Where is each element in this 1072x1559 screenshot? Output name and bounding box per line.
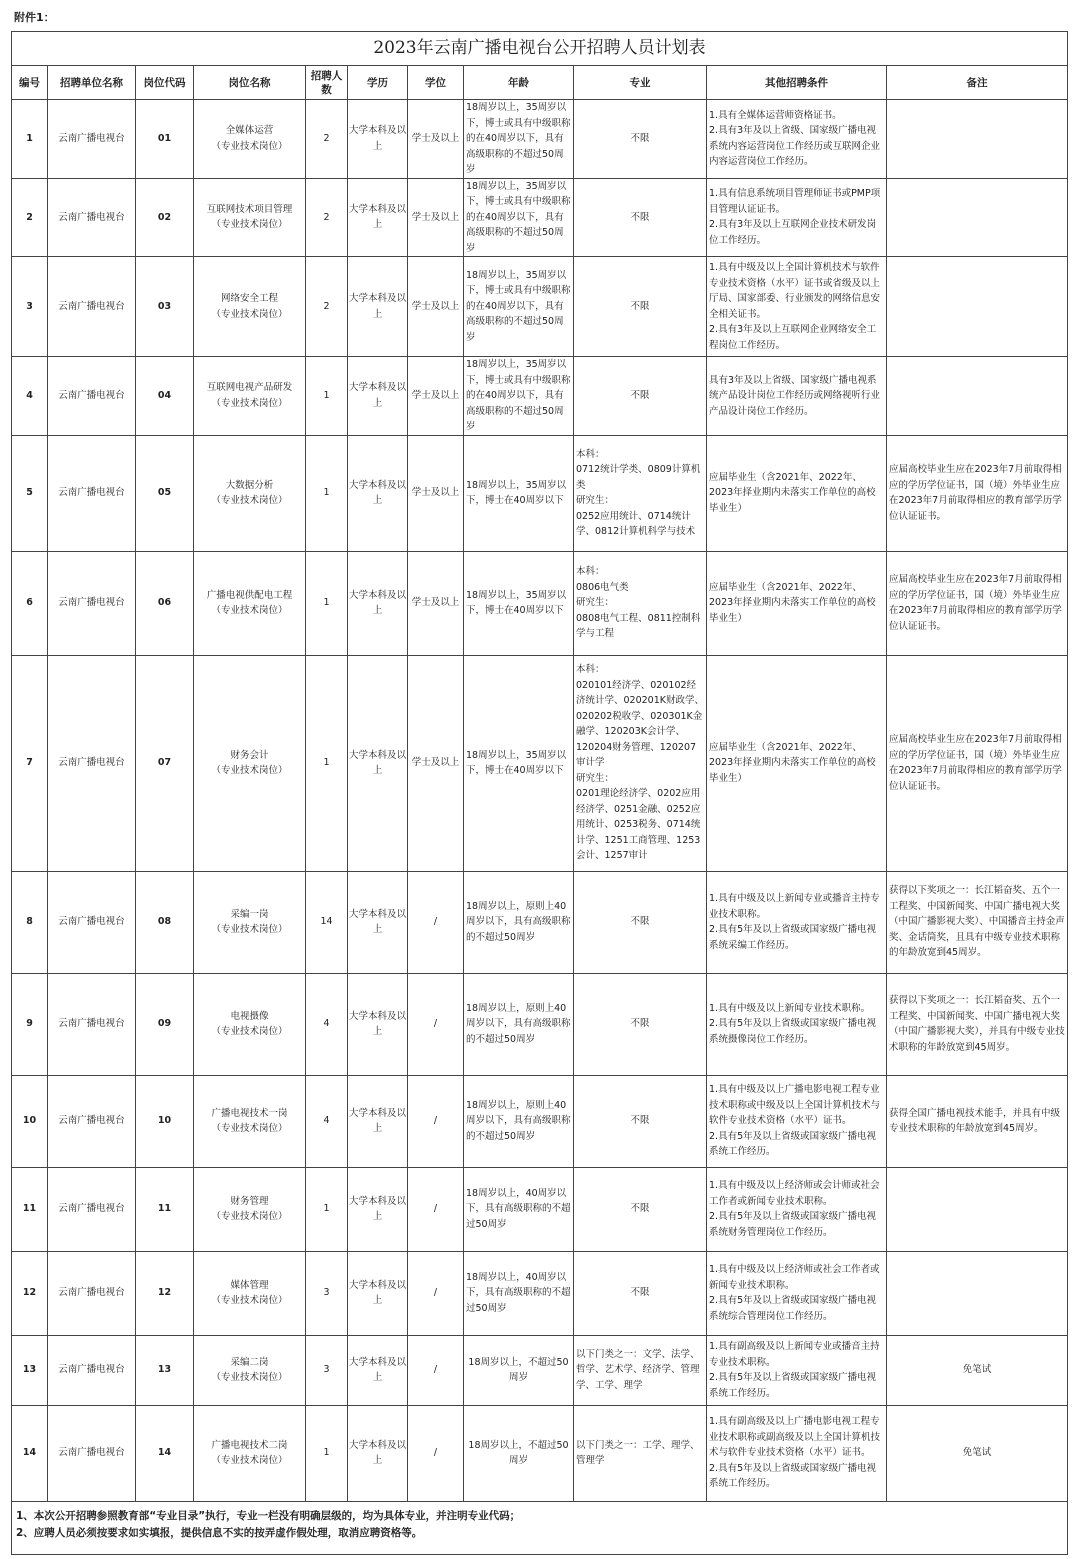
post-name: 广播电视技术二岗 bbox=[211, 1439, 288, 1451]
cell-count: 2 bbox=[306, 178, 348, 257]
cell-unit: 云南广播电视台 bbox=[48, 871, 136, 973]
cell-edu: 大学本科及以上 bbox=[348, 655, 408, 871]
cell-no: 10 bbox=[12, 1075, 48, 1167]
cell-other: 1.具有全媒体运营师资格证书。 2.具有3年及以上省级、国家级广播电视系统内容运营岗位工作经历或互联网企业内容运营岗位工作经历。 bbox=[707, 100, 887, 179]
header-remark: 备注 bbox=[887, 66, 1068, 100]
cell-no: 7 bbox=[12, 655, 48, 871]
cell-edu: 大学本科及以上 bbox=[348, 257, 408, 357]
post-type: （专业技术岗位） bbox=[211, 1123, 288, 1134]
cell-no: 11 bbox=[12, 1167, 48, 1251]
cell-code: 07 bbox=[136, 655, 194, 871]
table-title: 2023年云南广播电视台公开招聘人员计划表 bbox=[12, 32, 1068, 66]
cell-age: 18周岁以上，原则上40周岁以下，具有高级职称的不超过50周岁 bbox=[464, 871, 574, 973]
cell-code: 02 bbox=[136, 178, 194, 257]
cell-other: 1.具有中级及以上新闻专业或播音主持专业技术职称。 2.具有5年及以上省级或国家级广播电视系统采编工作经历。 bbox=[707, 871, 887, 973]
cell-no: 14 bbox=[12, 1405, 48, 1501]
cell-edu: 大学本科及以上 bbox=[348, 1251, 408, 1335]
cell-unit: 云南广播电视台 bbox=[48, 1405, 136, 1501]
cell-major: 本科： 0806电气类 研究生： 0808电气工程、0811控制科学与工程 bbox=[574, 551, 707, 655]
cell-other: 1.具有中级及以上广播电影电视工程专业技术职称或中级及以上全国计算机技术与软件专业技术资格（水平）证书。 2.具有5年及以上省级或国家级广播电视系统工作经历。 bbox=[707, 1075, 887, 1167]
cell-age: 18周岁以上，原则上40周岁以下，具有高级职称的不超过50周岁 bbox=[464, 973, 574, 1075]
post-name: 大数据分析 bbox=[225, 479, 274, 491]
cell-post bbox=[194, 257, 306, 357]
cell-post bbox=[194, 655, 306, 871]
cell-code: 13 bbox=[136, 1335, 194, 1405]
cell-unit: 云南广播电视台 bbox=[48, 1251, 136, 1335]
cell-remark: 免笔试 bbox=[887, 1405, 1068, 1501]
cell-code: 12 bbox=[136, 1251, 194, 1335]
post-type: （专业技术岗位） bbox=[211, 1372, 288, 1383]
cell-post bbox=[194, 1405, 306, 1501]
table-body bbox=[12, 100, 1068, 1502]
post-name: 采编二岗 bbox=[230, 1356, 269, 1368]
cell-age: 18周岁以上，35周岁以下，博士或具有中级职称的在40周岁以下，具有高级职称的不超过50周岁 bbox=[464, 357, 574, 436]
cell-code: 06 bbox=[136, 551, 194, 655]
cell-edu: 大学本科及以上 bbox=[348, 973, 408, 1075]
cell-unit: 云南广播电视台 bbox=[48, 1335, 136, 1405]
cell-other: 1.具有副高级及以上广播电影电视工程专业技术职称或副高级及以上全国计算机技术与软件专业技术资格（水平）证书。 2.具有5年及以上省级或国家级广播电视系统工作经历。 bbox=[707, 1405, 887, 1501]
cell-edu: 大学本科及以上 bbox=[348, 1335, 408, 1405]
cell-remark bbox=[887, 100, 1068, 179]
header-row bbox=[12, 66, 1068, 100]
cell-count: 4 bbox=[306, 973, 348, 1075]
post-name: 互联网电视产品研发 bbox=[206, 382, 293, 394]
post-type: （专业技术岗位） bbox=[211, 1026, 288, 1037]
cell-major: 不限 bbox=[574, 1075, 707, 1167]
cell-code: 01 bbox=[136, 100, 194, 179]
cell-no: 4 bbox=[12, 357, 48, 436]
cell-degree: 学士及以上 bbox=[408, 435, 464, 551]
cell-age: 18周岁以上，原则上40周岁以下，具有高级职称的不超过50周岁 bbox=[464, 1075, 574, 1167]
cell-age: 18周岁以上，35周岁以下，博士在40周岁以下 bbox=[464, 551, 574, 655]
cell-degree: / bbox=[408, 1335, 464, 1405]
attachment-label: 附件1： bbox=[14, 11, 55, 24]
cell-no: 8 bbox=[12, 871, 48, 973]
cell-post bbox=[194, 357, 306, 436]
recruitment-table bbox=[11, 31, 1068, 1555]
cell-count: 1 bbox=[306, 357, 348, 436]
cell-no: 3 bbox=[12, 257, 48, 357]
cell-unit: 云南广播电视台 bbox=[48, 1167, 136, 1251]
cell-remark bbox=[887, 178, 1068, 257]
cell-degree: 学士及以上 bbox=[408, 357, 464, 436]
table-row bbox=[12, 551, 1068, 655]
post-type: （专业技术岗位） bbox=[211, 924, 288, 935]
cell-degree: / bbox=[408, 1167, 464, 1251]
table-row bbox=[12, 435, 1068, 551]
post-type: （专业技术岗位） bbox=[211, 140, 288, 152]
cell-edu: 大学本科及以上 bbox=[348, 435, 408, 551]
cell-count: 1 bbox=[306, 435, 348, 551]
header-no: 编号 bbox=[12, 66, 48, 100]
post-type: （专业技术岗位） bbox=[211, 397, 288, 409]
cell-age: 18周岁以上，40周岁以下，具有高级职称的不超过50周岁 bbox=[464, 1251, 574, 1335]
cell-post bbox=[194, 100, 306, 179]
cell-unit: 云南广播电视台 bbox=[48, 100, 136, 179]
post-name: 广播电视技术一岗 bbox=[211, 1107, 288, 1119]
cell-edu: 大学本科及以上 bbox=[348, 551, 408, 655]
cell-post bbox=[194, 551, 306, 655]
cell-edu: 大学本科及以上 bbox=[348, 1075, 408, 1167]
post-name: 财务会计 bbox=[230, 749, 269, 761]
cell-other: 1.具有中级及以上全国计算机技术与软件专业技术资格（水平）证书或省级及以上厅局、国家部委、行业颁发的网络信息安全相关证书。 2.具有3年及以上互联网企业网络安全工程岗位工作经历。 bbox=[707, 257, 887, 357]
cell-degree: 学士及以上 bbox=[408, 257, 464, 357]
cell-major: 不限 bbox=[574, 1167, 707, 1251]
cell-post bbox=[194, 973, 306, 1075]
table-row bbox=[12, 871, 1068, 973]
cell-count: 1 bbox=[306, 655, 348, 871]
table-row bbox=[12, 357, 1068, 436]
post-name: 媒体管理 bbox=[230, 1279, 269, 1291]
cell-major: 不限 bbox=[574, 178, 707, 257]
cell-code: 03 bbox=[136, 257, 194, 357]
cell-remark: 免笔试 bbox=[887, 1335, 1068, 1405]
cell-count: 3 bbox=[306, 1335, 348, 1405]
header-edu: 学历 bbox=[348, 66, 408, 100]
cell-other: 应届毕业生（含2021年、2022年、2023年择业期内未落实工作单位的高校毕业生） bbox=[707, 435, 887, 551]
cell-count: 1 bbox=[306, 1167, 348, 1251]
cell-unit: 云南广播电视台 bbox=[48, 551, 136, 655]
table-row bbox=[12, 1075, 1068, 1167]
cell-other: 1.具有中级及以上经济师或社会工作者或新闻专业技术职称。 2.具有5年及以上省级或国家级广播电视系统综合管理岗位工作经历。 bbox=[707, 1251, 887, 1335]
post-type: （专业技术岗位） bbox=[211, 605, 288, 616]
cell-count: 2 bbox=[306, 100, 348, 179]
header-count: 招聘人数 bbox=[306, 66, 348, 100]
cell-post bbox=[194, 435, 306, 551]
cell-degree: 学士及以上 bbox=[408, 100, 464, 179]
cell-major: 以下门类之一：文学、法学、哲学、艺术学、经济学、管理学、工学、理学 bbox=[574, 1335, 707, 1405]
cell-code: 04 bbox=[136, 357, 194, 436]
cell-major: 不限 bbox=[574, 973, 707, 1075]
cell-code: 09 bbox=[136, 973, 194, 1075]
cell-no: 9 bbox=[12, 973, 48, 1075]
cell-unit: 云南广播电视台 bbox=[48, 1075, 136, 1167]
post-type: （专业技术岗位） bbox=[211, 308, 288, 320]
header-unit: 招聘单位名称 bbox=[48, 66, 136, 100]
cell-no: 13 bbox=[12, 1335, 48, 1405]
cell-degree: / bbox=[408, 973, 464, 1075]
cell-other: 1.具有中级及以上新闻专业技术职称。 2.具有5年及以上省级或国家级广播电视系统摄像岗位工作经历。 bbox=[707, 973, 887, 1075]
cell-count: 3 bbox=[306, 1251, 348, 1335]
cell-remark: 应届高校毕业生应在2023年7月前取得相应的学历学位证书，国（境）外毕业生应在2023年7月前取得相应的教育部学历学位认证证书。 bbox=[887, 655, 1068, 871]
cell-post bbox=[194, 1075, 306, 1167]
note-2: 2、应聘人员必须按要求如实填报，提供信息不实的按弄虚作假处理，取消应聘资格等。 bbox=[16, 1526, 423, 1539]
post-type: （专业技术岗位） bbox=[211, 1295, 288, 1306]
cell-remark: 应届高校毕业生应在2023年7月前取得相应的学历学位证书，国（境）外毕业生应在2023年7月前取得相应的教育部学历学位认证证书。 bbox=[887, 435, 1068, 551]
cell-post bbox=[194, 1167, 306, 1251]
header-other: 其他招聘条件 bbox=[707, 66, 887, 100]
table-row bbox=[12, 1335, 1068, 1405]
cell-unit: 云南广播电视台 bbox=[48, 357, 136, 436]
cell-remark: 获得以下奖项之一：长江韬奋奖、五个一工程奖、中国新闻奖、中国广播电视大奖（中国广播影视大奖）、中国播音主持金声奖、金话筒奖，且具有中级专业技术职称的年龄放宽到45周岁。 bbox=[887, 871, 1068, 973]
cell-degree: / bbox=[408, 1075, 464, 1167]
post-name: 财务管理 bbox=[230, 1195, 269, 1207]
table-row bbox=[12, 973, 1068, 1075]
table-row bbox=[12, 1405, 1068, 1501]
cell-age: 18周岁以上，35周岁以下，博士或具有中级职称的在40周岁以下，具有高级职称的不超过50周岁 bbox=[464, 257, 574, 357]
cell-age: 18周岁以上，35周岁以下，博士或具有中级职称的在40周岁以下，具有高级职称的不超过50周岁 bbox=[464, 100, 574, 179]
cell-post bbox=[194, 178, 306, 257]
cell-remark bbox=[887, 1251, 1068, 1335]
cell-degree: / bbox=[408, 1405, 464, 1501]
cell-major: 不限 bbox=[574, 871, 707, 973]
cell-other: 1.具有中级及以上经济师或会计师或社会工作者或新闻专业技术职称。 2.具有5年及以上省级或国家级广播电视系统财务管理岗位工作经历。 bbox=[707, 1167, 887, 1251]
cell-major: 不限 bbox=[574, 1251, 707, 1335]
cell-no: 12 bbox=[12, 1251, 48, 1335]
cell-age: 18周岁以上，不超过50周岁 bbox=[464, 1335, 574, 1405]
cell-unit: 云南广播电视台 bbox=[48, 973, 136, 1075]
cell-age: 18周岁以上，35周岁以下，博士在40周岁以下 bbox=[464, 435, 574, 551]
notes-cell bbox=[12, 1501, 1068, 1554]
cell-remark: 获得全国广播电视技术能手，并具有中级专业技术职称的年龄放宽到45周岁。 bbox=[887, 1075, 1068, 1167]
cell-count: 2 bbox=[306, 257, 348, 357]
cell-count: 14 bbox=[306, 871, 348, 973]
cell-code: 05 bbox=[136, 435, 194, 551]
cell-remark bbox=[887, 257, 1068, 357]
cell-unit: 云南广播电视台 bbox=[48, 257, 136, 357]
cell-other: 1.具有信息系统项目管理师证书或PMP项目管理认证证书。 2.具有3年及以上互联网企业技术研发岗位工作经历。 bbox=[707, 178, 887, 257]
cell-degree: 学士及以上 bbox=[408, 178, 464, 257]
cell-edu: 大学本科及以上 bbox=[348, 1167, 408, 1251]
cell-post bbox=[194, 1335, 306, 1405]
post-name: 全媒体运营 bbox=[225, 125, 274, 137]
table-row bbox=[12, 655, 1068, 871]
cell-degree: 学士及以上 bbox=[408, 551, 464, 655]
post-type: （专业技术岗位） bbox=[211, 765, 288, 776]
cell-major: 本科： 0712统计学类、0809计算机类 研究生： 0252应用统计、0714统计学、0812计算机科学与技术 bbox=[574, 435, 707, 551]
cell-major: 不限 bbox=[574, 357, 707, 436]
cell-major: 不限 bbox=[574, 257, 707, 357]
header-degree: 学位 bbox=[408, 66, 464, 100]
cell-code: 10 bbox=[136, 1075, 194, 1167]
table-row bbox=[12, 1167, 1068, 1251]
cell-age: 18周岁以上，35周岁以下，博士在40周岁以下 bbox=[464, 655, 574, 871]
notes-row bbox=[12, 1501, 1068, 1554]
header-major: 专业 bbox=[574, 66, 707, 100]
post-type: （专业技术岗位） bbox=[211, 1455, 288, 1466]
cell-code: 11 bbox=[136, 1167, 194, 1251]
cell-other: 应届毕业生（含2021年、2022年、2023年择业期内未落实工作单位的高校毕业生） bbox=[707, 655, 887, 871]
note-1: 1、本次公开招聘参照教育部“专业目录”执行，专业一栏没有明确层级的，均为具体专业，并注明专业代码； bbox=[16, 1509, 521, 1522]
cell-remark: 获得以下奖项之一：长江韬奋奖、五个一工程奖、中国新闻奖、中国广播电视大奖（中国广播影视大奖），并具有中级专业技术职称的年龄放宽到45周岁。 bbox=[887, 973, 1068, 1075]
cell-major: 不限 bbox=[574, 100, 707, 179]
post-type: （专业技术岗位） bbox=[211, 219, 288, 231]
cell-degree: / bbox=[408, 871, 464, 973]
header-post: 岗位名称 bbox=[194, 66, 306, 100]
header-code: 岗位代码 bbox=[136, 66, 194, 100]
cell-age: 18周岁以上，不超过50周岁 bbox=[464, 1405, 574, 1501]
cell-code: 08 bbox=[136, 871, 194, 973]
cell-code: 14 bbox=[136, 1405, 194, 1501]
cell-no: 5 bbox=[12, 435, 48, 551]
cell-no: 2 bbox=[12, 178, 48, 257]
post-name: 网络安全工程 bbox=[220, 293, 278, 304]
cell-no: 1 bbox=[12, 100, 48, 179]
cell-unit: 云南广播电视台 bbox=[48, 435, 136, 551]
cell-edu: 大学本科及以上 bbox=[348, 871, 408, 973]
table-row bbox=[12, 100, 1068, 179]
cell-other: 应届毕业生（含2021年、2022年、2023年择业期内未落实工作单位的高校毕业生） bbox=[707, 551, 887, 655]
cell-degree: 学士及以上 bbox=[408, 655, 464, 871]
post-name: 互联网技术项目管理 bbox=[206, 203, 293, 215]
cell-age: 18周岁以上，40周岁以下，具有高级职称的不超过50周岁 bbox=[464, 1167, 574, 1251]
cell-major: 本科： 020101经济学、020102经济统计学、020201K财政学、020202税收学、020301K金融学、120203K会计学、120204财务管理、120207审计学 研究生： 0201理论经济学、0202应用经济学、0251金融、0252应用统计、0253税务、0714统计学、1251工商管理、1253会计、1257审计 bbox=[574, 655, 707, 871]
cell-no: 6 bbox=[12, 551, 48, 655]
post-name: 电视摄像 bbox=[230, 1010, 269, 1022]
cell-count: 1 bbox=[306, 1405, 348, 1501]
header-age: 年龄 bbox=[464, 66, 574, 100]
cell-age: 18周岁以上，35周岁以下，博士或具有中级职称的在40周岁以下，具有高级职称的不超过50周岁 bbox=[464, 178, 574, 257]
cell-count: 4 bbox=[306, 1075, 348, 1167]
post-name: 广播电视供配电工程 bbox=[206, 589, 293, 601]
post-type: （专业技术岗位） bbox=[211, 1211, 288, 1222]
cell-edu: 大学本科及以上 bbox=[348, 178, 408, 257]
cell-remark: 应届高校毕业生应在2023年7月前取得相应的学历学位证书，国（境）外毕业生应在2023年7月前取得相应的教育部学历学位认证证书。 bbox=[887, 551, 1068, 655]
table-row bbox=[12, 257, 1068, 357]
table-row bbox=[12, 1251, 1068, 1335]
cell-unit: 云南广播电视台 bbox=[48, 655, 136, 871]
cell-degree: / bbox=[408, 1251, 464, 1335]
post-type: （专业技术岗位） bbox=[211, 495, 288, 506]
post-name: 采编一岗 bbox=[230, 908, 269, 920]
cell-edu: 大学本科及以上 bbox=[348, 1405, 408, 1501]
cell-remark bbox=[887, 357, 1068, 436]
table-row bbox=[12, 178, 1068, 257]
cell-edu: 大学本科及以上 bbox=[348, 100, 408, 179]
cell-other: 具有3年及以上省级、国家级广播电视系统产品设计岗位工作经历或网络视听行业产品设计岗位工作经历。 bbox=[707, 357, 887, 436]
cell-other: 1.具有副高级及以上新闻专业或播音主持专业技术职称。 2.具有5年及以上省级或国家级广播电视系统工作经历。 bbox=[707, 1335, 887, 1405]
cell-edu: 大学本科及以上 bbox=[348, 357, 408, 436]
cell-remark bbox=[887, 1167, 1068, 1251]
cell-major: 以下门类之一：工学、理学、管理学 bbox=[574, 1405, 707, 1501]
cell-unit: 云南广播电视台 bbox=[48, 178, 136, 257]
cell-post bbox=[194, 1251, 306, 1335]
cell-post bbox=[194, 871, 306, 973]
cell-count: 1 bbox=[306, 551, 348, 655]
